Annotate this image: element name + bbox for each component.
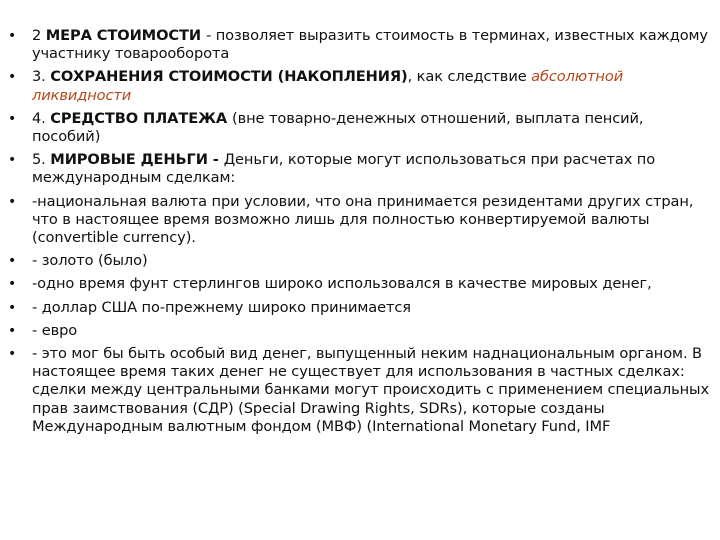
bullet-item	[8, 322, 714, 340]
bullet-item	[8, 27, 714, 63]
bullet-item	[8, 110, 714, 146]
text-run: 4.	[32, 109, 51, 127]
text-run: -одно время фунт стерлингов широко использовался в качестве мировых денег,	[32, 275, 652, 293]
bullet-dot: •	[8, 110, 17, 127]
bullet-dot: •	[8, 193, 17, 210]
bullet-text	[32, 252, 714, 270]
bullet-dot: •	[8, 322, 17, 339]
bullet-dot: •	[8, 299, 17, 316]
italic-term: абсолютной ликвидности	[32, 68, 624, 104]
bullet-text	[32, 345, 714, 436]
bold-term: СРЕДСТВО ПЛАТЕЖА	[50, 109, 233, 127]
bullet-text	[32, 193, 714, 248]
text-run: 3.	[32, 68, 51, 86]
bullet-dot: •	[8, 28, 17, 44]
text-run: - позволяет выразить стоимость в терминах, известных каждому участнику товарооборота	[32, 27, 708, 63]
text-run: , как следствие	[407, 68, 532, 86]
bullet-item	[8, 275, 714, 293]
text-run: -национальная валюта при условии, что она принимается резидентами других стран, что в настоящее время возможно лишь для полностью конвертируемой валюты (convertible currency).	[32, 192, 694, 247]
text-run: Деньги, которые могут использоваться при расчетах по международным сделкам:	[32, 151, 656, 187]
bullet-text	[32, 275, 714, 293]
bullet-item	[8, 193, 714, 248]
bullet-text	[32, 110, 714, 146]
bold-term: МИРОВЫЕ ДЕНЬГИ -	[50, 151, 224, 169]
bullet-dot: •	[8, 253, 17, 270]
bullet-item	[8, 252, 714, 270]
bullet-item	[8, 68, 714, 104]
bullet-item	[8, 299, 714, 317]
bullet-list	[8, 27, 714, 441]
bullet-text	[32, 299, 714, 317]
text-run: (вне товарно-денежных отношений, выплата пенсий, пособий)	[32, 109, 644, 146]
text-run: 2	[32, 27, 46, 44]
bullet-dot: •	[8, 276, 17, 293]
bullet-dot: •	[8, 152, 17, 169]
bullet-dot: •	[8, 346, 17, 363]
bullet-item	[8, 151, 714, 187]
bullet-text	[32, 27, 714, 63]
bold-term: МЕРА СТОИМОСТИ	[45, 27, 206, 44]
text-run: - золото (было)	[32, 252, 148, 270]
bullet-text	[32, 68, 714, 104]
text-run: - евро	[32, 321, 78, 339]
bullet-text	[32, 322, 714, 340]
bullet-item	[8, 345, 714, 436]
bullet-text	[32, 151, 714, 187]
bold-term: СОХРАНЕНИЯ СТОИМОСТИ (НАКОПЛЕНИЯ)	[50, 68, 408, 86]
bullet-dot: •	[8, 69, 17, 86]
text-run: - доллар США по-прежнему широко принимается	[32, 298, 411, 316]
text-run: 5.	[32, 151, 51, 169]
text-run: - это мог бы быть особый вид денег, выпущенный неким наднациональным органом. В настоящее время таких денег не существует для использования в частных сделках: сделки между центральными банками могут происходить с применением специальных прав заимствования (СДР) (Special Drawing Rights, SDRs), которые созданы Международным валютным фондом (МВФ) (International Monetary Fund, IMF	[32, 345, 709, 435]
